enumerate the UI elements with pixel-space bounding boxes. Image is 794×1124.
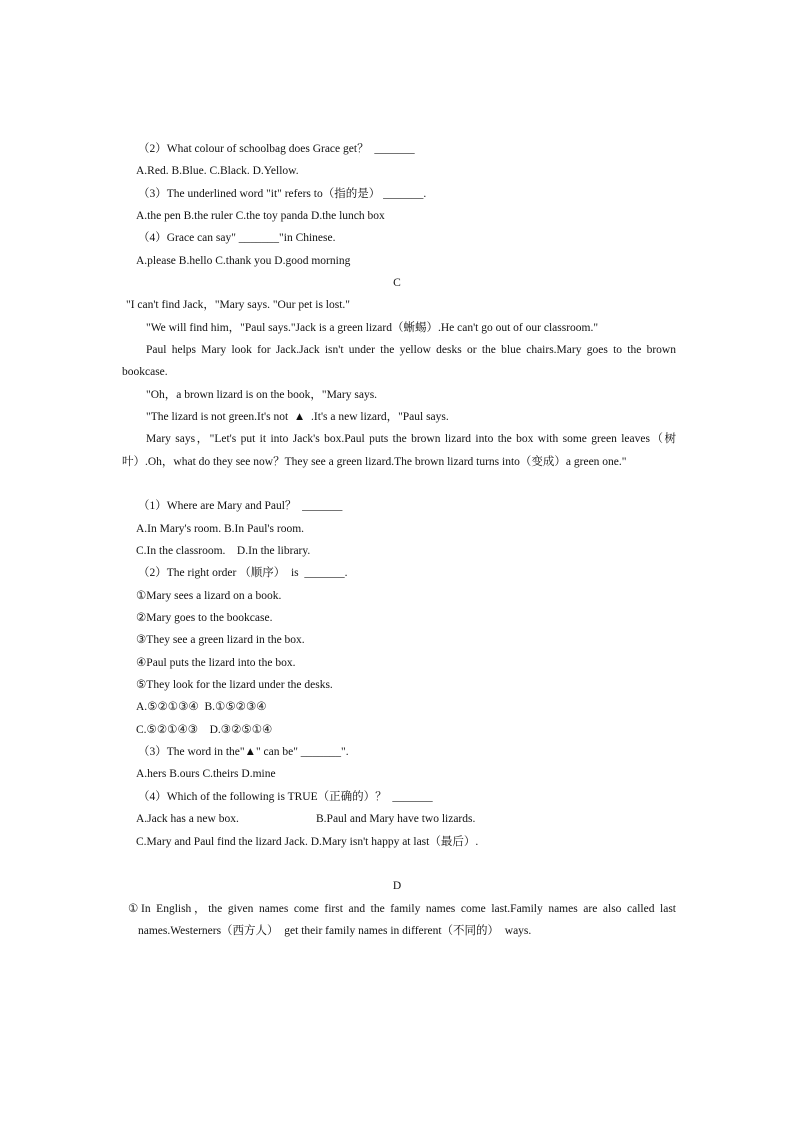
c-question-4-option-b: B.Paul and Mary have two lizards.: [316, 813, 476, 825]
question-4: （4）Grace can say" _______"in Chinese.: [138, 232, 336, 244]
c-question-1-options-ab: A.In Mary's room. B.In Paul's room.: [136, 523, 305, 535]
passage-c-paragraph-2: "We will find him，"Paul says."Jack is a green lizard（蜥蜴）.He can't go out of our classroom.": [146, 322, 599, 334]
order-item-4: ④Paul puts the lizard into the box.: [136, 657, 296, 669]
c-question-1: （1）Where are Mary and Paul？ _______: [138, 500, 343, 512]
question-3: （3）The underlined word "it" refers to（指的是） _______.: [138, 188, 427, 200]
order-item-1: ①Mary sees a lizard on a book.: [136, 590, 282, 602]
c-question-2-options-ab: A.⑤②①③④ B.①⑤②③④: [136, 701, 267, 713]
question-3-options: A.the pen B.the ruler C.the toy panda D.the lunch box: [136, 210, 385, 222]
passage-c-paragraph-6-line-1: Mary says，"Let's put it into Jack's box.Paul puts the brown lizard into the box with some green leaves（树: [146, 433, 676, 445]
section-heading-d: D: [392, 880, 402, 892]
passage-d-paragraph-1-line-2: names.Westerners（西方人） get their family names in different（不同的） ways.: [138, 925, 532, 937]
question-2: （2）What colour of schoolbag does Grace get？ _______: [138, 143, 415, 155]
c-question-4: （4）Which of the following is TRUE（正确的）？ _______: [138, 791, 433, 803]
order-item-2: ②Mary goes to the bookcase.: [136, 612, 273, 624]
passage-c-paragraph-4: "Oh，a brown lizard is on the book，"Mary says.: [146, 389, 378, 401]
c-question-4-option-a: A.Jack has a new box.: [136, 813, 239, 825]
passage-c-paragraph-6-line-2: 叶）.Oh，what do they see now？They see a green lizard.The brown lizard turns into（变成）a green one.": [122, 456, 627, 468]
section-heading-c: C: [393, 277, 401, 289]
c-question-2: （2）The right order （顺序） is _______.: [138, 567, 348, 579]
question-4-options: A.please B.hello C.thank you D.good morning: [136, 255, 351, 267]
c-question-3: （3）The word in the"▲" can be" _______".: [138, 746, 349, 758]
passage-d-paragraph-1-line-1: ①In English，the given names come first and the family names come last.Family names are also called last: [128, 903, 676, 915]
passage-c-paragraph-5: "The lizard is not green.It's not ▲ .It's a new lizard，"Paul says.: [146, 411, 449, 423]
c-question-3-options: A.hers B.ours C.theirs D.mine: [136, 768, 276, 780]
question-2-options: A.Red. B.Blue. C.Black. D.Yellow.: [136, 165, 299, 177]
passage-c-paragraph-3-line-1: Paul helps Mary look for Jack.Jack isn't under the yellow desks or the blue chairs.Mary goes to the brown: [146, 344, 676, 356]
c-question-4-options-cd: C.Mary and Paul find the lizard Jack. D.Mary isn't happy at last（最后）.: [136, 836, 479, 848]
c-question-1-options-cd: C.In the classroom. D.In the library.: [136, 545, 311, 557]
c-question-2-options-cd: C.⑤②①④③ D.③②⑤①④: [136, 724, 273, 736]
passage-c-paragraph-1: "I can't find Jack，"Mary says. "Our pet is lost.": [126, 299, 350, 311]
passage-c-paragraph-3-line-2: bookcase.: [122, 366, 168, 378]
order-item-3: ③They see a green lizard in the box.: [136, 634, 305, 646]
order-item-5: ⑤They look for the lizard under the desks.: [136, 679, 333, 691]
